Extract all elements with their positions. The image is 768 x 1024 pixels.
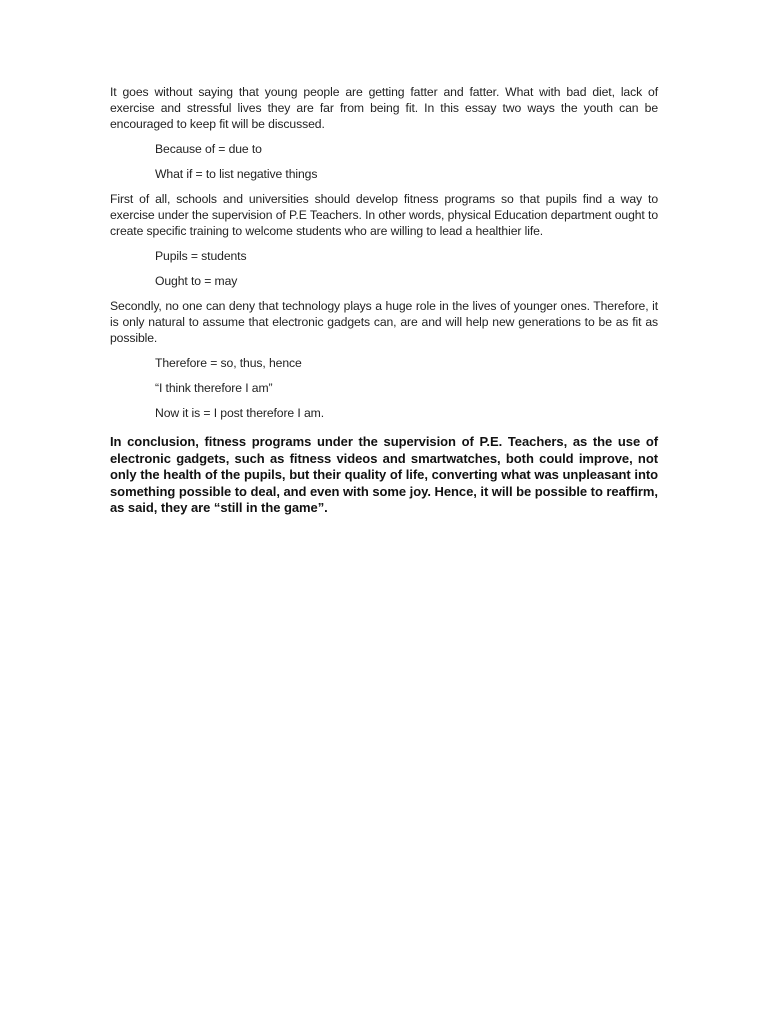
vocab-note-pupils: Pupils = students [155, 249, 247, 263]
intro-paragraph: It goes without saying that young people are getting fatter and fatter. What with bad diet, lack of exercise and stressful lives they are far from being fit. In this essay two ways the youth can be encouraged to keep fit will be discussed. [110, 85, 658, 131]
vocab-note-because-of: Because of = due to [155, 142, 262, 156]
vocab-note-therefore: Therefore = so, thus, hence [155, 356, 302, 370]
first-body-paragraph: First of all, schools and universities should develop fitness programs so that pupils find a way to exercise under the supervision of P.E Teachers. In other words, physical Education department ought to create specific training to welcome students who are willing to lead a healthier life. [110, 192, 658, 238]
vocab-note-ought-to: Ought to = may [155, 274, 238, 288]
quote-variant-note: Now it is = I post therefore I am. [155, 406, 324, 420]
vocab-note-what-if: What if = to list negative things [155, 167, 318, 181]
quote-note: “I think therefore I am” [155, 381, 273, 395]
document-page [110, 84, 658, 517]
second-body-paragraph: Secondly, no one can deny that technology plays a huge role in the lives of younger ones. Therefore, it is only natural to assume that electronic gadgets can, are and will help new generations to be as fit as possible. [110, 299, 658, 345]
conclusion-paragraph: In conclusion, fitness programs under the supervision of P.E. Teachers, as the use of electronic gadgets, such as fitness videos and smartwatches, both could improve, not only the health of the pupils, but their quality of life, converting what was unpleasant into something possible to deal, and even with some joy. Hence, it will be possible to reaffirm, as said, they are “still in the game”. [110, 434, 658, 515]
